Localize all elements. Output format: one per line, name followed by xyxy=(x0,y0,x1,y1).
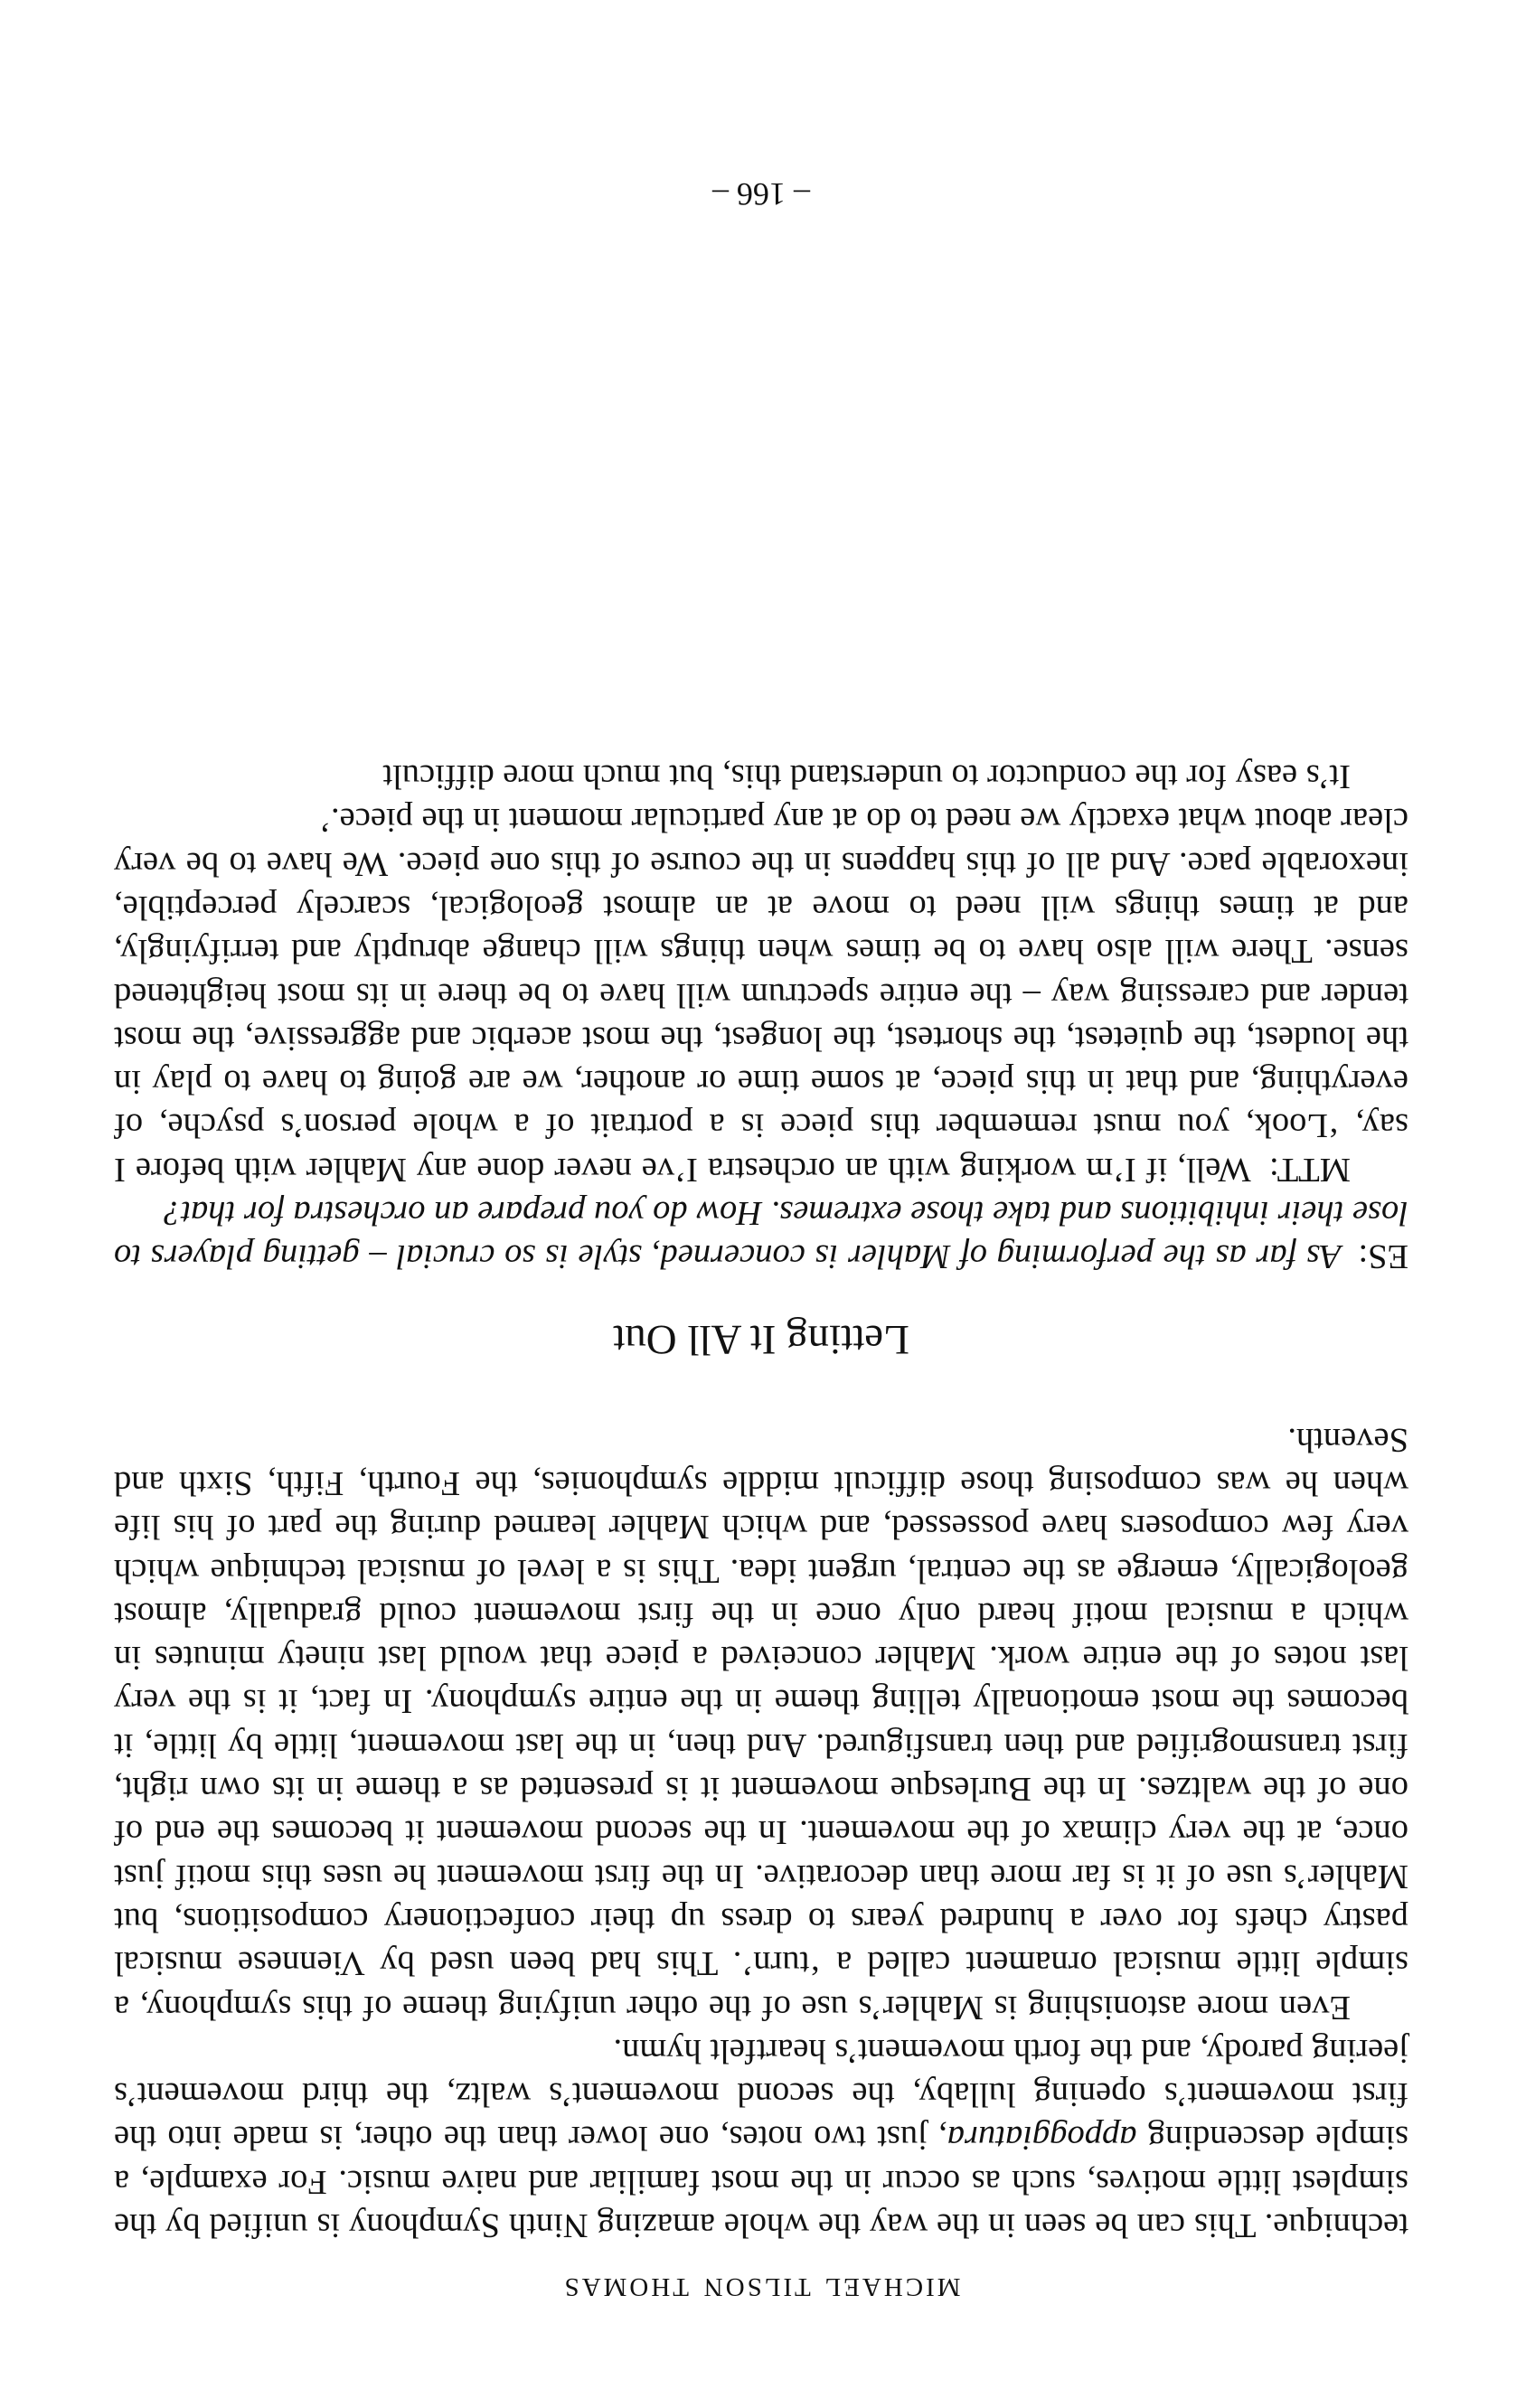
body-text xyxy=(114,755,1408,2247)
italic-term: appoggiatura xyxy=(947,2119,1137,2158)
paragraph-continuation: It’s easy for the conductor to understand this, but much more difficult xyxy=(382,757,1351,796)
running-head: MICHAEL TILSON THOMAS xyxy=(561,2272,961,2301)
paragraph-text: , just two notes, one lower than the other, is made into the first movement’s opening lullaby, the second movement’s waltz, the third movement’s jeering parody, and the forth movement’s heartfelt hymn. xyxy=(114,2031,1408,2158)
paragraph-text: technique. This can be seen in the way the whole amazing Ninth Symphony is unified by the simplest little motives, such as occur in the most familiar and naive music. For example, a simple descending xyxy=(114,2119,1408,2244)
page-number: – 166 – xyxy=(712,176,810,212)
answer-text: Well, if I’m working with an orchestra I’ve never done any Mahler with before I say, ‘Look, you must remember this piece is a portrait of a whole person’s psyche, of everything, and that in this piece, at some time or another, we are going to have to play in the loudest, the quietest, the shortest, the longest, the most acerbic and aggressive, the most tender and caressing way – the entire spectrum will have to be there in its most heightened sense. There will also have to be times when things will change abruptly and terrifyingly, and at times things will need to move at an almost geological, scarcely perceptible, inexorable pace. And all of this happens in the course of this one piece. We have to be very clear about what exactly we need to do at any particular moment in the piece.’ xyxy=(114,801,1408,1189)
interview-question xyxy=(114,1191,1408,1279)
question-speaker: ES: xyxy=(1358,1237,1408,1276)
answer-speaker: MTT: xyxy=(1268,1150,1351,1189)
paragraph-turn-ornament: Even more astonishing is Mahler’s use of the other unifying theme of this symphony, a simple little musical ornament called a ‘turn’. This had been used by Viennese musical pastry chefs for over a hundred years to dress up their confectionery compositions, but Mahler’s use of it is far more than decorative. In the first movement he uses this motif just once, at the very climax of the movement. In the second movement it becomes the end of one of the waltzes. In the Burlesque movement it is presented as a theme in its own right, first transmogrified and then transfigured. And then, in the last movement, little by little, it becomes the most emotionally telling theme in the entire symphony. In fact, it is the very last notes of the entire work. Mahler conceived a piece that would last ninety minutes in which a musical motif heard only once in the first movement could gradually, almost geologically, emerge as the central, urgent idea. This is a level of musical technique which very few composers have possessed, and which Mahler learned during the part of his life when he was composing those difficult middle symphonies, the Fourth, Fifth, Sixth and Seventh. xyxy=(114,1420,1408,2027)
interview-answer xyxy=(114,798,1408,1191)
question-text: As far as the performing of Mahler is concerned, style is so crucial – getting players to lose their inhibitions and take those extremes. How do you prepare an orchestra for that? xyxy=(113,1194,1408,1276)
paragraph-ninth-symphony-motives xyxy=(114,2029,1408,2247)
section-title: Letting It All Out xyxy=(613,1316,909,1364)
